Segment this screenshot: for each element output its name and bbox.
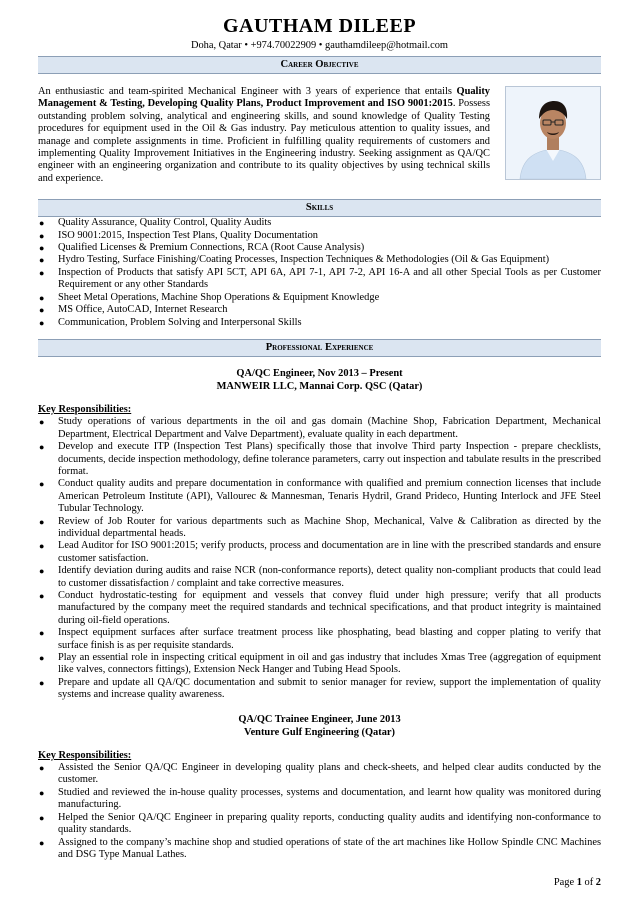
candidate-name: GAUTHAM DILEEP bbox=[222, 15, 417, 37]
list-item: ● MS Office, AutoCAD, Internet Research bbox=[39, 304, 228, 316]
list-item: ● Sheet Metal Operations, Machine Shop Operations & Equipment Knowledge bbox=[39, 291, 380, 303]
list-item: ● Assigned to the company’s machine shop and studied operations of state of the art machines like Hollow Spindle CNC Machines and DSG Type Manual Lathes. bbox=[39, 836, 601, 860]
section-title: Professional Experience bbox=[265, 341, 374, 353]
skills-list bbox=[38, 217, 601, 329]
job-title: QA/QC Engineer, Nov 2013 – Present bbox=[236, 367, 403, 379]
list-item: ● Conduct quality audits and prepare documentation in conformance with qualified and premium connection licenses that include American Petroleum Institute (API), Vallourec & Mannesman, Tenaris Hydril, Grand Prideco, Hunting Interlock and JFE Steel Tubular Technology. bbox=[39, 478, 601, 515]
job-header bbox=[38, 367, 601, 393]
job-company: MANWEIR LLC, Mannai Corp. QSC (Qatar) bbox=[216, 380, 423, 392]
list-item: ● Study operations of various departments in the oil and gas domain (Machine Shop, Fabrication Department, Mechanical Department, Electrical Department and Valve Department), evaluate quality in each department. bbox=[39, 416, 601, 440]
section-professional-experience bbox=[38, 339, 601, 357]
job-title: QA/QC Trainee Engineer, June 2013 bbox=[238, 713, 401, 725]
section-title: Career Objective bbox=[280, 59, 359, 70]
list-item: ● Play an essential role in inspecting critical equipment in oil and gas industry that includes Xmas Tree (aggregation of equipment like valves, connectors fittings), Extension Neck Hanger and Tubing Head Spools. bbox=[39, 652, 601, 676]
objective-text bbox=[38, 86, 490, 185]
contact-line: Doha, Qatar • +974.70022909 • gauthamdileep@hotmail.com bbox=[190, 40, 449, 51]
section-skills bbox=[38, 199, 601, 217]
objective-highlight: Quality Management & Testing, Developing Quality Plans, Product Improvement and ISO 9001:2015 bbox=[38, 86, 490, 110]
list-item: ● Identify deviation during audits and raise NCR (non-conformance reports), detect quality non-compliant products that could lead to customer dissatisfaction / complaint and take corrective measures. bbox=[39, 565, 601, 589]
key-responsibilities-label: Key Responsibilities: bbox=[38, 403, 132, 415]
list-item: ● Develop and execute ITP (Inspection Test Plans) specifically those that involve Third party Inspection - prepare checklists, documents, decide inspection methodology, define tolerance parameters, carry out inspection and tabulate results in the prescribed format. bbox=[39, 441, 601, 477]
section-career-objective bbox=[38, 56, 601, 74]
resume-content bbox=[38, 12, 601, 861]
portrait-icon bbox=[506, 87, 600, 179]
list-item: ● Inspection of Products that satisfy API 5CT, API 6A, API 7-1, API 7-2, API 16-A and all other Special Tools as per Customer Requirement or any other Standards bbox=[39, 266, 601, 291]
list-item: ● Review of Job Router for various departments such as Machine Shop, Mechanical, Valve & Calibration as directed by the individual departmental heads. bbox=[39, 515, 601, 539]
list-item: ● Conduct hydrostatic-testing for equipment and vessels that convey fluid under high pressure; verify that all products manufactured by the company meet the required standards and technical specifications, and that product integrity is maintained during oil-field operations. bbox=[39, 590, 601, 626]
key-responsibilities-label: Key Responsibilities: bbox=[38, 749, 132, 761]
page-number: Page 1 of 2 bbox=[553, 877, 601, 888]
objective-block bbox=[38, 86, 601, 185]
objective-part1: An enthusiastic and team-spirited Mechanical Engineer with 3 years of experience that entails bbox=[38, 86, 457, 97]
profile-photo bbox=[505, 86, 601, 180]
objective-part2: . Possess outstanding problem solving, analytical and engineering skills, and sound knowledge of Quality Testing procedures for equipment used in the Oil & Gas industry. Pay meticulous attention to quality issues, and manage and complete assignments in time. Proficient in fulfilling quality requirements of customers and implementing Quality Improvement Initiatives in the Engineering industry. Seeking assignment as QA/QC engineer with an engineering organization and contribute to its quality objectives by using technical skills and experience. bbox=[38, 98, 490, 184]
responsibilities-list bbox=[38, 416, 601, 701]
responsibilities-list bbox=[38, 762, 601, 861]
list-item: ● Lead Auditor for ISO 9001:2015; verify products, process and documentation are in line with the prescribed standards and ensure customer satisfaction. bbox=[39, 540, 601, 564]
list-item: ● Helped the Senior QA/QC Engineer in preparing quality reports, conducting quality audits and identifying non-conformance to quality standards. bbox=[39, 811, 601, 836]
list-item: ● Quality Assurance, Quality Control, Quality Audits bbox=[39, 217, 272, 229]
list-item: ● Assisted the Senior QA/QC Engineer in developing quality plans and check-sheets, and helped clear audits conducted by the customer. bbox=[39, 762, 601, 786]
list-item: ● Qualified Licenses & Premium Connections, RCA (Root Cause Analysis) bbox=[39, 242, 365, 254]
job-company: Venture Gulf Engineering (Qatar) bbox=[244, 726, 395, 738]
list-item: ● Communication, Problem Solving and Interpersonal Skills bbox=[39, 316, 302, 328]
section-title: Skills bbox=[305, 202, 334, 214]
list-item: ● ISO 9001:2015, Inspection Test Plans, Quality Documentation bbox=[39, 229, 318, 241]
list-item: ● Studied and reviewed the in-house quality processes, systems and documentation, and learnt how quality was monitored during manufacturing. bbox=[39, 786, 601, 811]
list-item: ● Prepare and update all QA/QC documentation and submit to senior manager for review, support the implementation of quality systems and increase quality awareness. bbox=[39, 676, 601, 701]
list-item: ● Inspect equipment surfaces after surface treatment process like phosphating, bead blasting and copper plating to verify that surface finish is as per requisite standards. bbox=[39, 627, 601, 651]
job-header bbox=[38, 713, 601, 739]
list-item: ● Hydro Testing, Surface Finishing/Coating Processes, Inspection Techniques & Methodologies (Oil & Gas Equipment) bbox=[39, 254, 550, 266]
